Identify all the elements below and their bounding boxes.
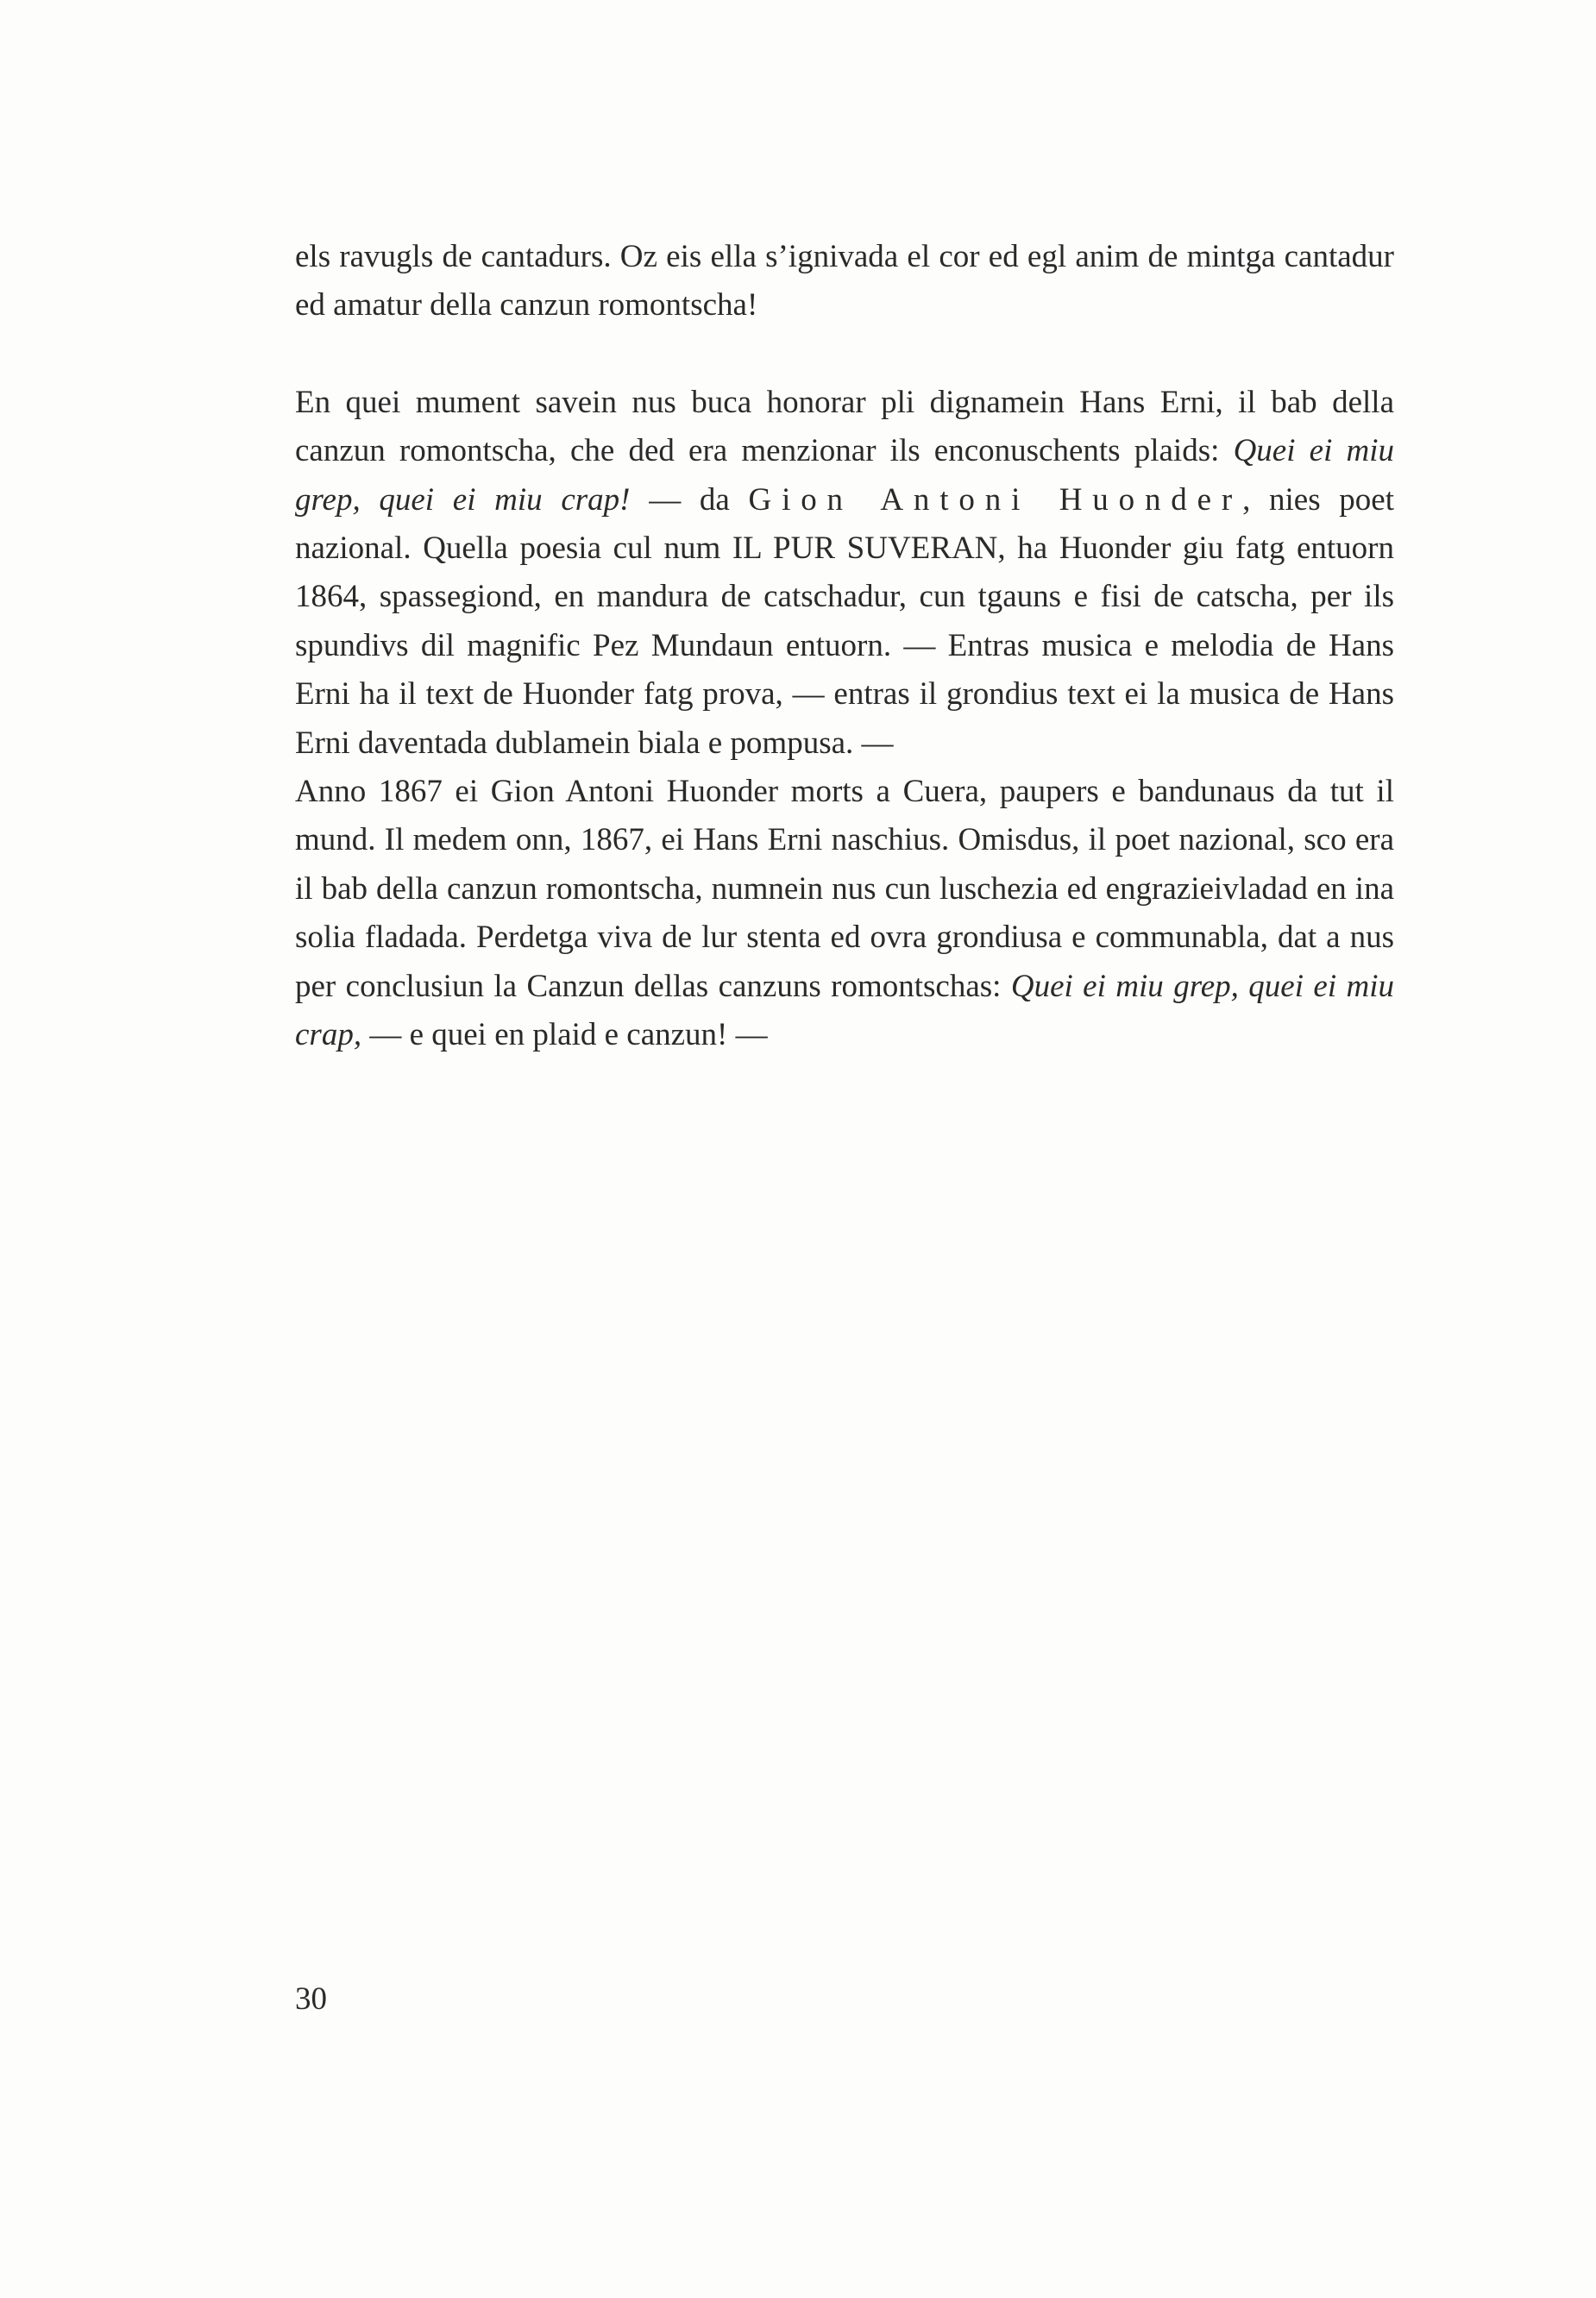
author-name-spaced: Gion Antoni Huonder — [748, 481, 1243, 518]
paragraph-2 — [295, 379, 1394, 768]
paragraph-1: els ravugls de cantadurs. Oz eis ella s’ignivada el cor ed egl anim de mintga cantadur ed amatur della canzun romontscha! — [295, 239, 1394, 323]
paragraph-2-text-1: En quei mument savein nus buca honorar pli dignamein Hans Erni, il bab della canzun romontscha, che ded era menzionar ils enconuschents plaids: — [295, 384, 1394, 469]
paragraph-2-text-2: — da — [630, 481, 749, 518]
quote-italic-1: Quei ei miu grep, quei ei miu crap! — [295, 433, 1395, 518]
paragraph-3-text-2: — e quei en plaid e canzun! — — [361, 1017, 768, 1053]
quote-italic-2: Quei ei miu grep, quei ei miu crap, — [295, 968, 1394, 1053]
paragraph-3-text-1: Anno 1867 ei Gion Antoni Huonder morts a Cuera, paupers e bandunaus da tut il mund. Il medem onn, 1867, ei Hans Erni naschius. Omisdus, il poet nazional, sco era il bab della canzun romontscha, numnein nus cun luschezia ed engrazieivladad en ina solia fladada. Perdetga viva de lur stenta ed ovra grondiusa e communabla, dat a nus per conclusiun la Canzun dellas canzuns romontschas: — [295, 774, 1394, 1004]
page-number: 30 — [295, 1981, 327, 2017]
body-text — [295, 233, 1394, 1060]
paragraph-3 — [295, 768, 1394, 1059]
paragraph-2-text-3: , nies poet nazional. Quella poesia cul num IL PUR SUVERAN, ha Huonder giu fatg entuorn 1864, spassegiond, en mandura de catschadur, cun tgauns e fisi de catscha, per ils spundivs dil magnific Pez Mundaun entuorn. — Entras musica e melodia de Hans Erni ha il text de Huonder fatg prova, — entras il grondius text ei la musica de Hans Erni daventada dublamein biala e pompusa. — — [295, 481, 1394, 761]
